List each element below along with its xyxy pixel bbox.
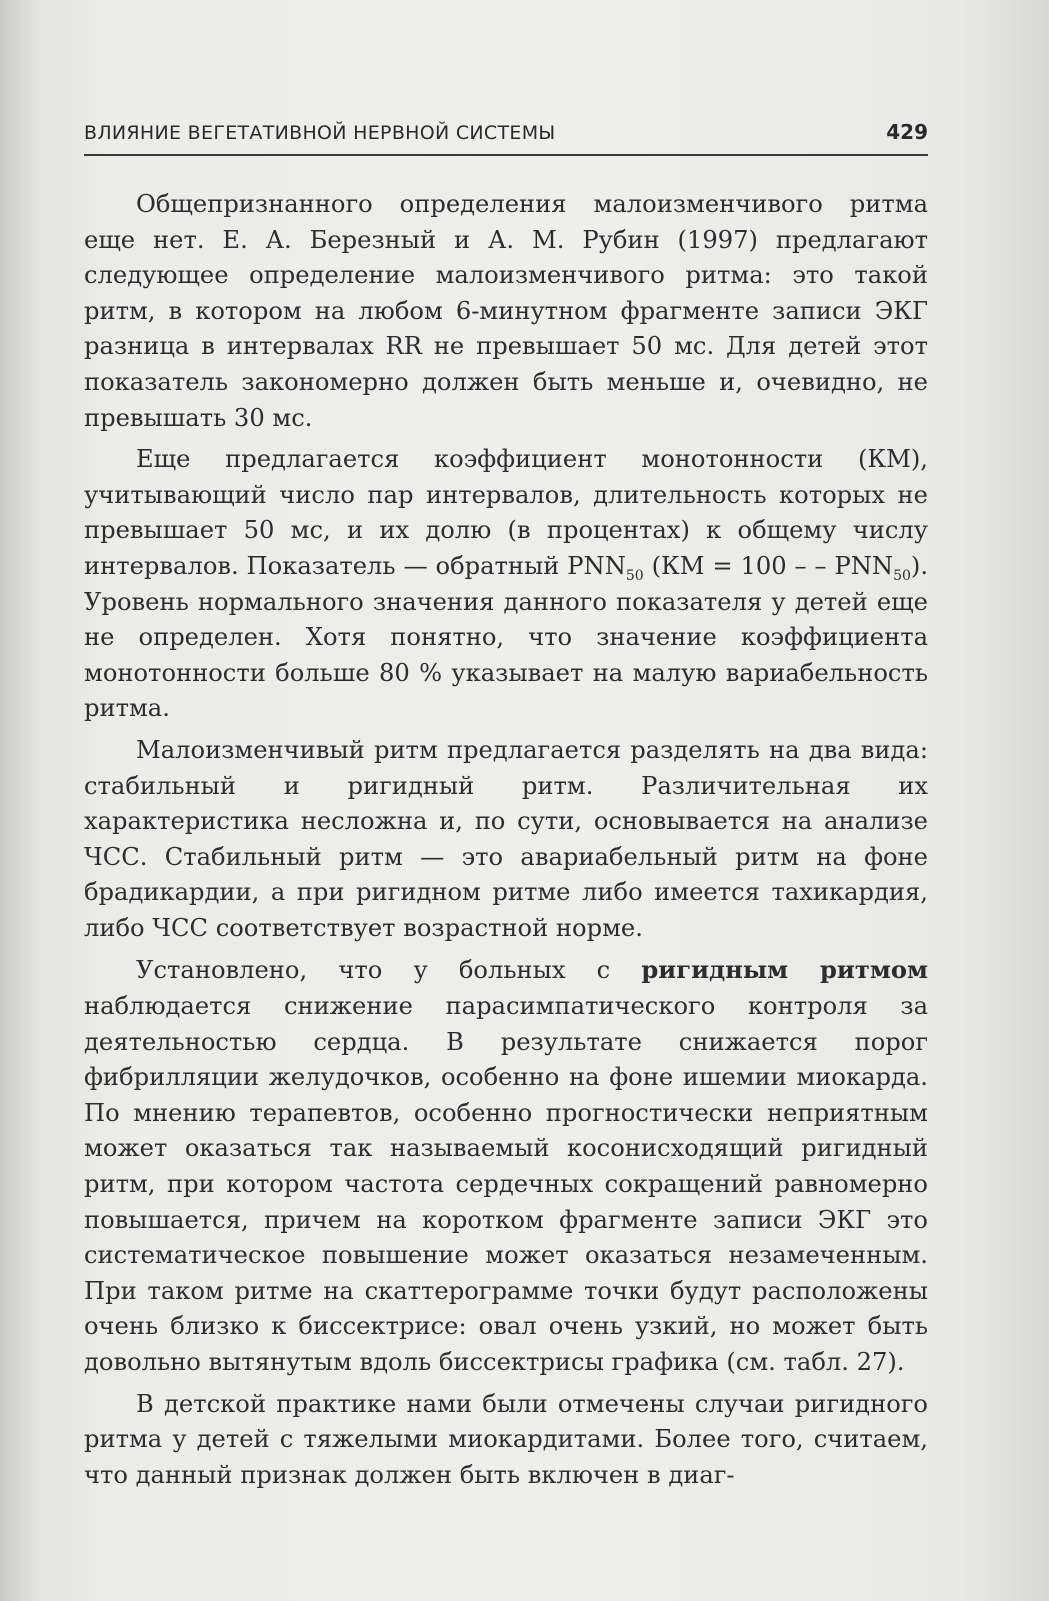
page-number: 429 xyxy=(886,120,928,144)
paragraph-1: Общепризнанного определения малоизменчивого ритма еще нет. Е. А. Березный и А. М. Рубин (1997) предлагают следующее определение малоизменчивого ритма: это такой ритм, в котором на любом 6-минутном фрагменте записи ЭКГ разница в интервалах RR не превышает 50 мс. Для детей этот показатель закономерно должен быть меньше и, очевидно, не превышать 30 мс. xyxy=(84,190,928,432)
paragraph-4-part-1: Установлено, что у больных с xyxy=(136,956,642,985)
page-header xyxy=(84,118,928,156)
paragraph-3: Малоизменчивый ритм предлагается разделять на два вида: стабильный и ригидный ритм. Различительная их характеристика несложна и, по сути, основывается на анализе ЧСС. Стабильный ритм — это авариабельный ритм на фоне брадикардии, а при ригидном ритме либо имеется тахикардия, либо ЧСС соответствует возрастной норме. xyxy=(84,735,928,942)
paragraph-4 xyxy=(84,952,928,1380)
paragraph-4-part-2: наблюдается снижение парасимпатического контроля за деятельностью сердца. В результате снижается порог фибрилляции желудочков, особенно на фоне ишемии миокарда. По мнению терапевтов, особенно прогностически неприятным может оказаться так называемый косонисходящий ригидный ритм, при котором частота сердечных сокращений равномерно повышается, причем на коротком фрагменте записи ЭКГ это систематическое повышение может оказаться незамеченным. При таком ритме на скаттерограмме точки будут расположены очень близко к биссектрисе: овал очень узкий, но может быть довольно вытянутым вдоль биссектрисы графика (см. табл. 27). xyxy=(84,992,928,1376)
paragraph-5: В детской практике нами были отмечены случаи ригидного ритма у детей с тяжелыми миокардитами. Более того, считаем, что данный признак должен быть включен в диаг- xyxy=(84,1389,928,1489)
bold-term: ригидным ритмом xyxy=(641,955,928,985)
paragraph-2-part-3: ). Уровень нормального значения данного показателя у детей еще не определен. Хотя понятно, что значение коэффициента монотонности больше 80 % указывает на малую вариабельность ритма. xyxy=(84,551,929,723)
running-head: ВЛИЯНИЕ ВЕГЕТАТИВНОЙ НЕРВНОЙ СИСТЕМЫ xyxy=(84,122,556,144)
subscript-50-b: 50 xyxy=(893,567,911,584)
paragraph-2-part-1: Еще предлагается коэффициент монотонности (КМ), учитывающий число пар интервалов, длительность которых не превышает 50 мс, и их долю (в процентах) к общему числу интервалов. Показатель — обратный PNN xyxy=(84,445,928,580)
subscript-50-a: 50 xyxy=(625,567,644,584)
paragraph-2-part-2: (КМ = 100 – – PNN xyxy=(643,551,894,580)
body-text xyxy=(84,187,928,1499)
paragraph-2 xyxy=(84,442,928,727)
